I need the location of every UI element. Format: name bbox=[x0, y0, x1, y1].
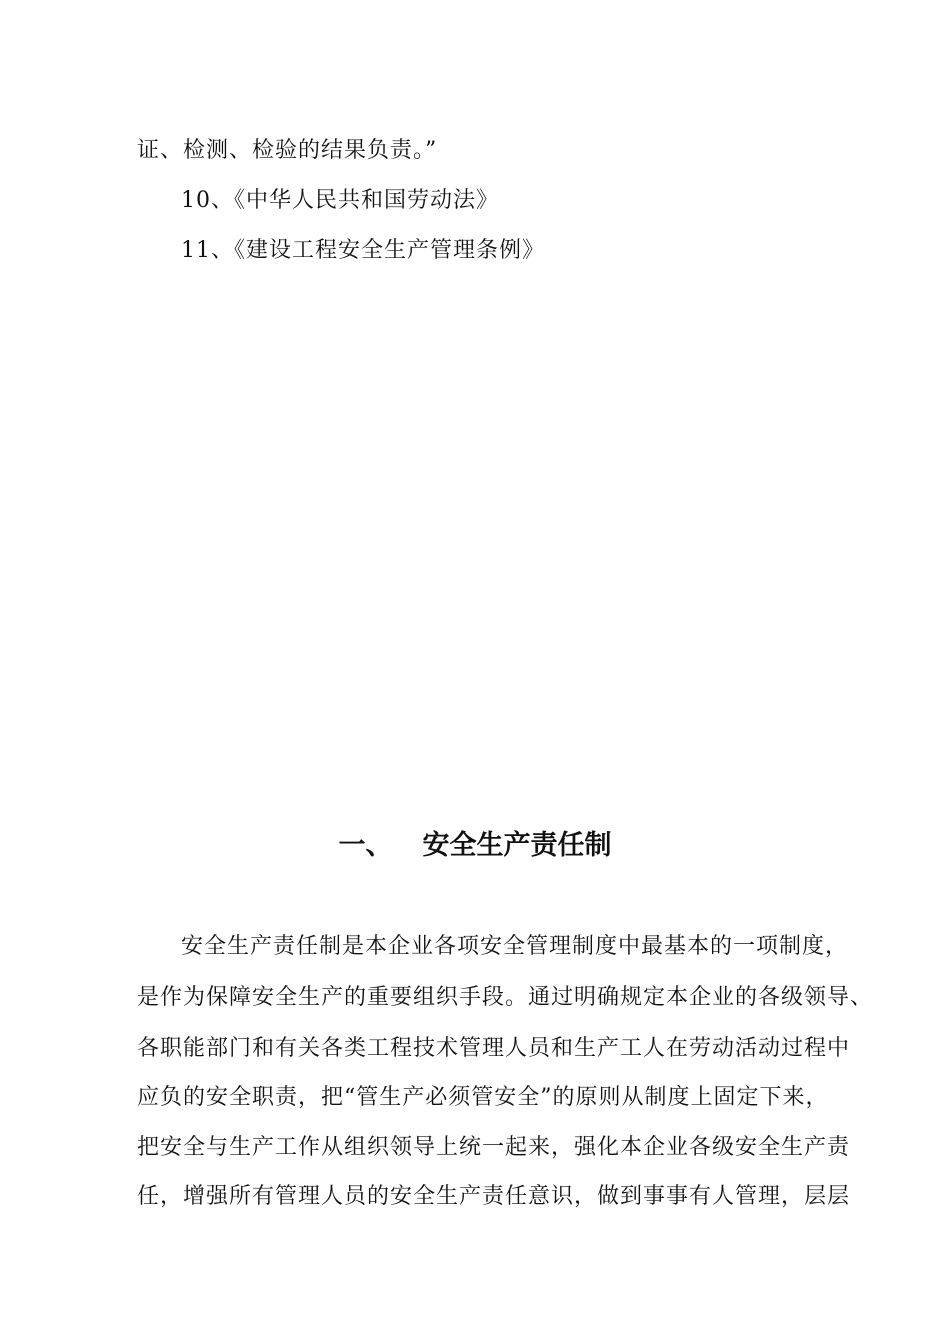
section-number: 一、 bbox=[338, 830, 393, 861]
paragraph-line: 安全生产责任制是本企业各项安全管理制度中最基本的一项制度， bbox=[181, 934, 849, 959]
list-item-10: 10、《中华人民共和国劳动法》 bbox=[181, 188, 499, 213]
paragraph-line: 是作为保障安全生产的重要组织手段。通过明确规定本企业的各级领导、 bbox=[137, 985, 874, 1010]
paragraph-line: 应负的安全职责，把“管生产必须管安全”的原则从制度上固定下来， bbox=[137, 1085, 829, 1110]
list-item-11: 11、《建设工程安全生产管理条例》 bbox=[181, 238, 545, 263]
section-title: 安全生产责任制 bbox=[422, 830, 612, 861]
continuation-line: 证、检测、检验的结果负责。” bbox=[137, 138, 438, 163]
paragraph-line: 任，增强所有管理人员的安全生产责任意识，做到事事有人管理，层层 bbox=[137, 1184, 851, 1209]
paragraph-line: 各职能部门和有关各类工程技术管理人员和生产工人在劳动活动过程中 bbox=[137, 1036, 851, 1061]
section-heading bbox=[0, 828, 950, 864]
paragraph-line: 把安全与生产工作从组织领导上统一起来，强化本企业各级安全生产责 bbox=[137, 1135, 851, 1160]
